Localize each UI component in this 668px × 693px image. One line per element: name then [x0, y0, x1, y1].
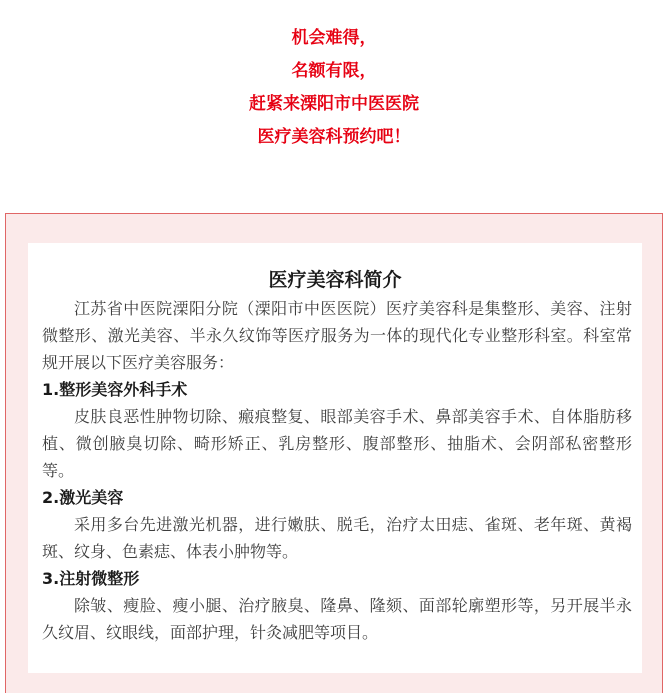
intro-paragraph: 江苏省中医院溧阳分院（溧阳市中医医院）医疗美容科是集整形、美容、注射微整形、激光美容、半永久纹饰等医疗服务为一体的现代化专业整形科室。科室常规开展以下医疗美容服务：: [42, 299, 632, 372]
section-body-surgery: 皮肤良恶性肿物切除、瘢痕整复、眼部美容手术、鼻部美容手术、自体脂肪移植、微创腋臭切除、畸形矫正、乳房整形、腹部整形、抽脂术、会阴部私密整形等。: [42, 407, 632, 480]
promo-line: 名额有限，: [291, 61, 377, 81]
promo-line: 医疗美容科预约吧！: [257, 127, 411, 147]
promo-line: 机会难得，: [291, 28, 377, 48]
card-content: [42, 295, 632, 646]
section-body-injection: 除皱、瘦脸、瘦小腿、治疗腋臭、隆鼻、隆颏、面部轮廓塑形等，另开展半永久纹眉、纹眼线，面部护理，针灸减肥等项目。: [42, 596, 632, 642]
section-heading-laser: 2.激光美容: [42, 488, 124, 507]
section-body-laser: 采用多台先进激光机器，进行嫩肤、脱毛，治疗太田痣、雀斑、老年斑、黄褐斑、纹身、色素痣、体表小肿物等。: [42, 515, 632, 561]
intro-panel: [5, 213, 663, 693]
card-title: 医疗美容科简介: [268, 269, 402, 291]
section-heading-surgery: 1.整形美容外科手术: [42, 380, 188, 399]
section-heading-injection: 3.注射微整形: [42, 569, 140, 588]
intro-card: [28, 243, 642, 673]
promo-banner: [0, 22, 668, 154]
promo-line: 赶紧来溧阳市中医医院: [249, 94, 419, 114]
